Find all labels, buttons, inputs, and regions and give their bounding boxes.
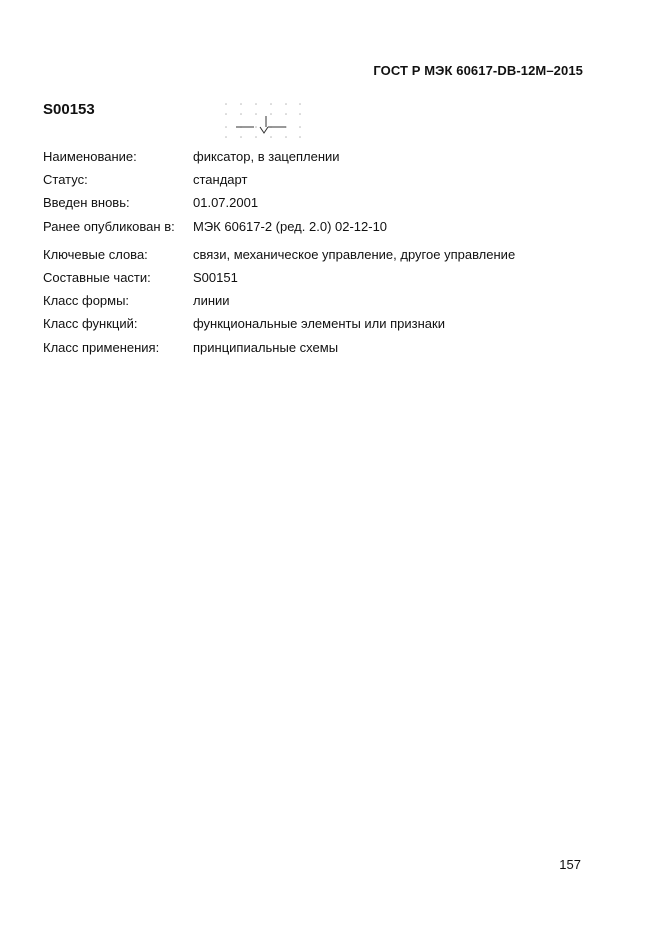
property-row-introduced xyxy=(43,195,603,218)
property-row-keywords xyxy=(43,247,603,270)
property-label: Ключевые слова: xyxy=(43,246,148,262)
property-value: линии xyxy=(193,293,230,309)
property-value: стандарт xyxy=(193,172,248,188)
property-label: Статус: xyxy=(43,172,88,188)
property-value: связи, механическое управление, другое управление xyxy=(193,246,516,262)
property-value: принципиальные схемы xyxy=(193,339,339,355)
property-row-components xyxy=(43,270,603,293)
symbol-code: S00153 xyxy=(43,101,95,118)
property-label: Наименование: xyxy=(43,149,137,164)
property-row-name xyxy=(43,149,603,172)
property-row-application-class xyxy=(43,340,603,363)
grid-dots xyxy=(225,103,301,138)
property-row-status xyxy=(43,172,603,195)
engaged-latch-symbol-icon xyxy=(224,100,304,140)
property-label: Класс применения: xyxy=(43,339,160,355)
property-label: Составные части: xyxy=(43,269,151,285)
property-value: МЭК 60617-2 (ред. 2.0) 02-12-10 xyxy=(193,218,388,234)
property-label: Класс формы: xyxy=(43,293,130,309)
property-value: фиксатор, в зацеплении xyxy=(193,149,340,164)
symbol-properties xyxy=(43,149,603,363)
property-value: функциональные элементы или признаки xyxy=(193,316,445,332)
standard-header: ГОСТ Р МЭК 60617-DB-12M–2015 xyxy=(373,63,583,78)
page-number: 157 xyxy=(559,857,581,872)
property-label: Ранее опубликован в: xyxy=(43,218,175,234)
property-row-shape-class xyxy=(43,293,603,316)
property-value: 01.07.2001 xyxy=(193,195,259,211)
property-row-previously-published xyxy=(43,219,603,242)
property-row-function-class xyxy=(43,316,603,339)
property-value: S00151 xyxy=(193,269,238,285)
property-label: Класс функций: xyxy=(43,316,138,332)
property-label: Введен вновь: xyxy=(43,195,130,211)
